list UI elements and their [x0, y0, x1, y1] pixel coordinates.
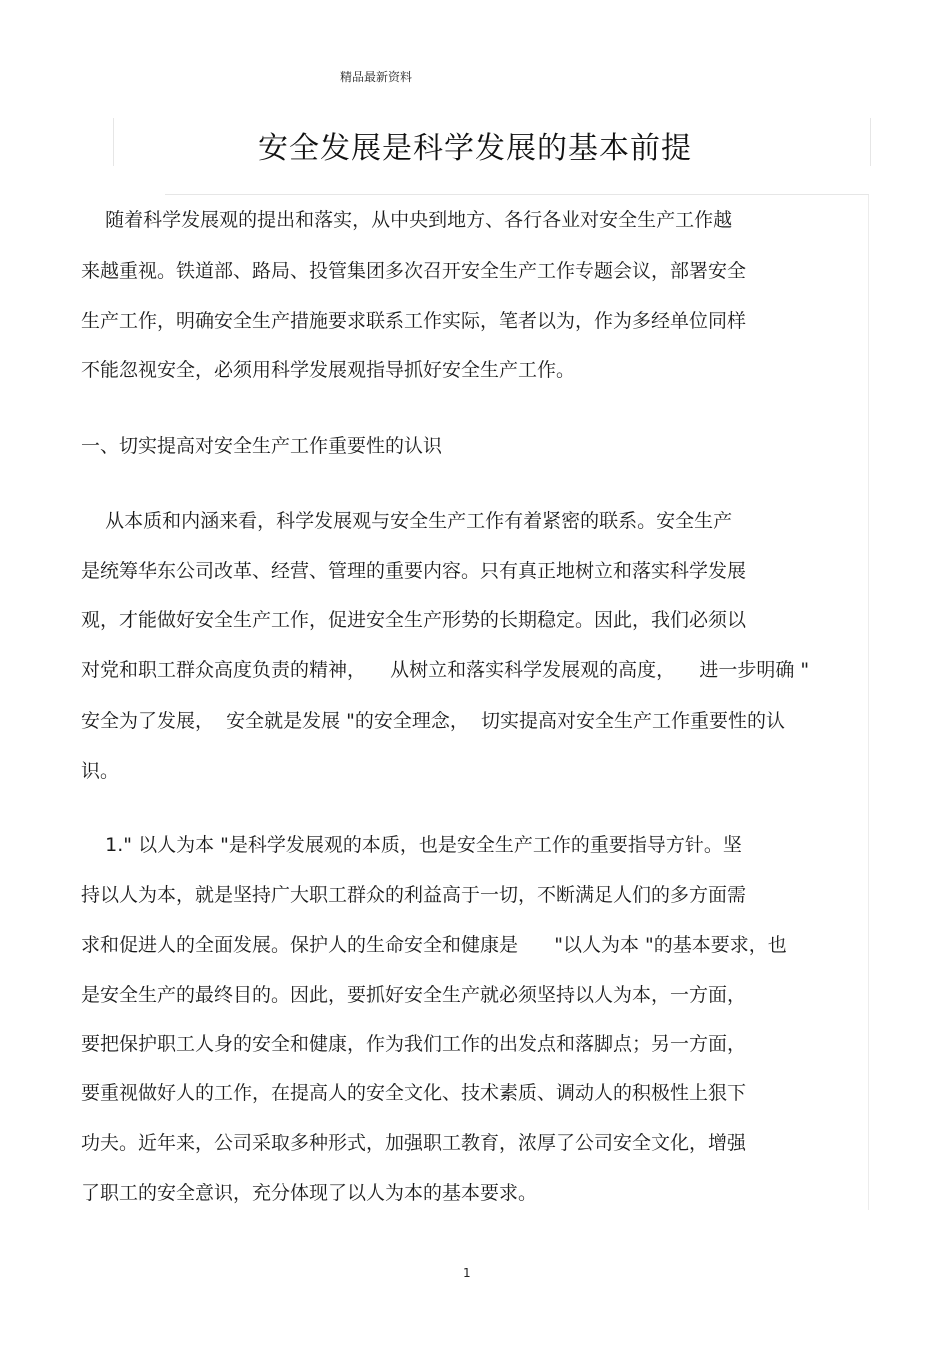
text-line: 对党和职工群众高度负责的精神， 从树立和落实科学发展观的高度， 进一步明确 " [81, 659, 810, 681]
text-line: 识。 [81, 760, 120, 782]
text-line: 随着科学发展观的提出和落实，从中央到地方、各行各业对安全生产工作越 [81, 209, 733, 231]
header-note: 精品最新资料 [340, 70, 413, 84]
text-line: 不能忽视安全，必须用科学发展观指导抓好安全生产工作。 [81, 359, 576, 381]
text-line: 从本质和内涵来看，科学发展观与安全生产工作有着紧密的联系。安全生产 [81, 510, 733, 532]
section-heading: 一、切实提高对安全生产工作重要性的认识 [81, 435, 443, 457]
text-line: 安全为了发展， 安全就是发展 "的安全理念， 切实提高对安全生产工作重要性的认 [81, 710, 785, 732]
text-line: 是安全生产的最终目的。因此，要抓好安全生产就必须坚持以人为本，一方面， [81, 984, 747, 1006]
text-line: 功夫。近年来，公司采取多种形式，加强职工教育，浓厚了公司安全文化，增强 [81, 1132, 747, 1154]
text-line: 观，才能做好安全生产工作，促进安全生产形势的长期稳定。因此，我们必须以 [81, 609, 747, 631]
page-number: 1 [463, 1266, 471, 1280]
title-divider [165, 194, 869, 195]
text-line: 了职工的安全意识，充分体现了以人为本的基本要求。 [81, 1182, 538, 1204]
page-side-line [868, 195, 869, 1210]
text-line: 求和促进人的全面发展。保护人的生命安全和健康是 "以人为本 "的基本要求，也 [81, 934, 787, 956]
text-line: 持以人为本，就是坚持广大职工群众的利益高于一切，不断满足人们的多方面需 [81, 884, 747, 906]
text-line: 要把保护职工人身的安全和健康，作为我们工作的出发点和落脚点；另一方面， [81, 1033, 747, 1055]
document-title: 安全发展是科学发展的基本前提 [258, 131, 692, 166]
text-line: 是统筹华东公司改革、经营、管理的重要内容。只有真正地树立和落实科学发展 [81, 560, 747, 582]
text-line: 1." 以人为本 "是科学发展观的本质，也是安全生产工作的重要指导方针。坚 [81, 834, 742, 856]
text-line: 生产工作，明确安全生产措施要求联系工作实际，笔者以为，作为多经单位同样 [81, 310, 747, 332]
text-line: 要重视做好人的工作，在提高人的安全文化、技术素质、调动人的积极性上狠下 [81, 1082, 747, 1104]
text-line: 来越重视。铁道部、路局、投管集团多次召开安全生产工作专题会议，部署安全 [81, 260, 747, 282]
